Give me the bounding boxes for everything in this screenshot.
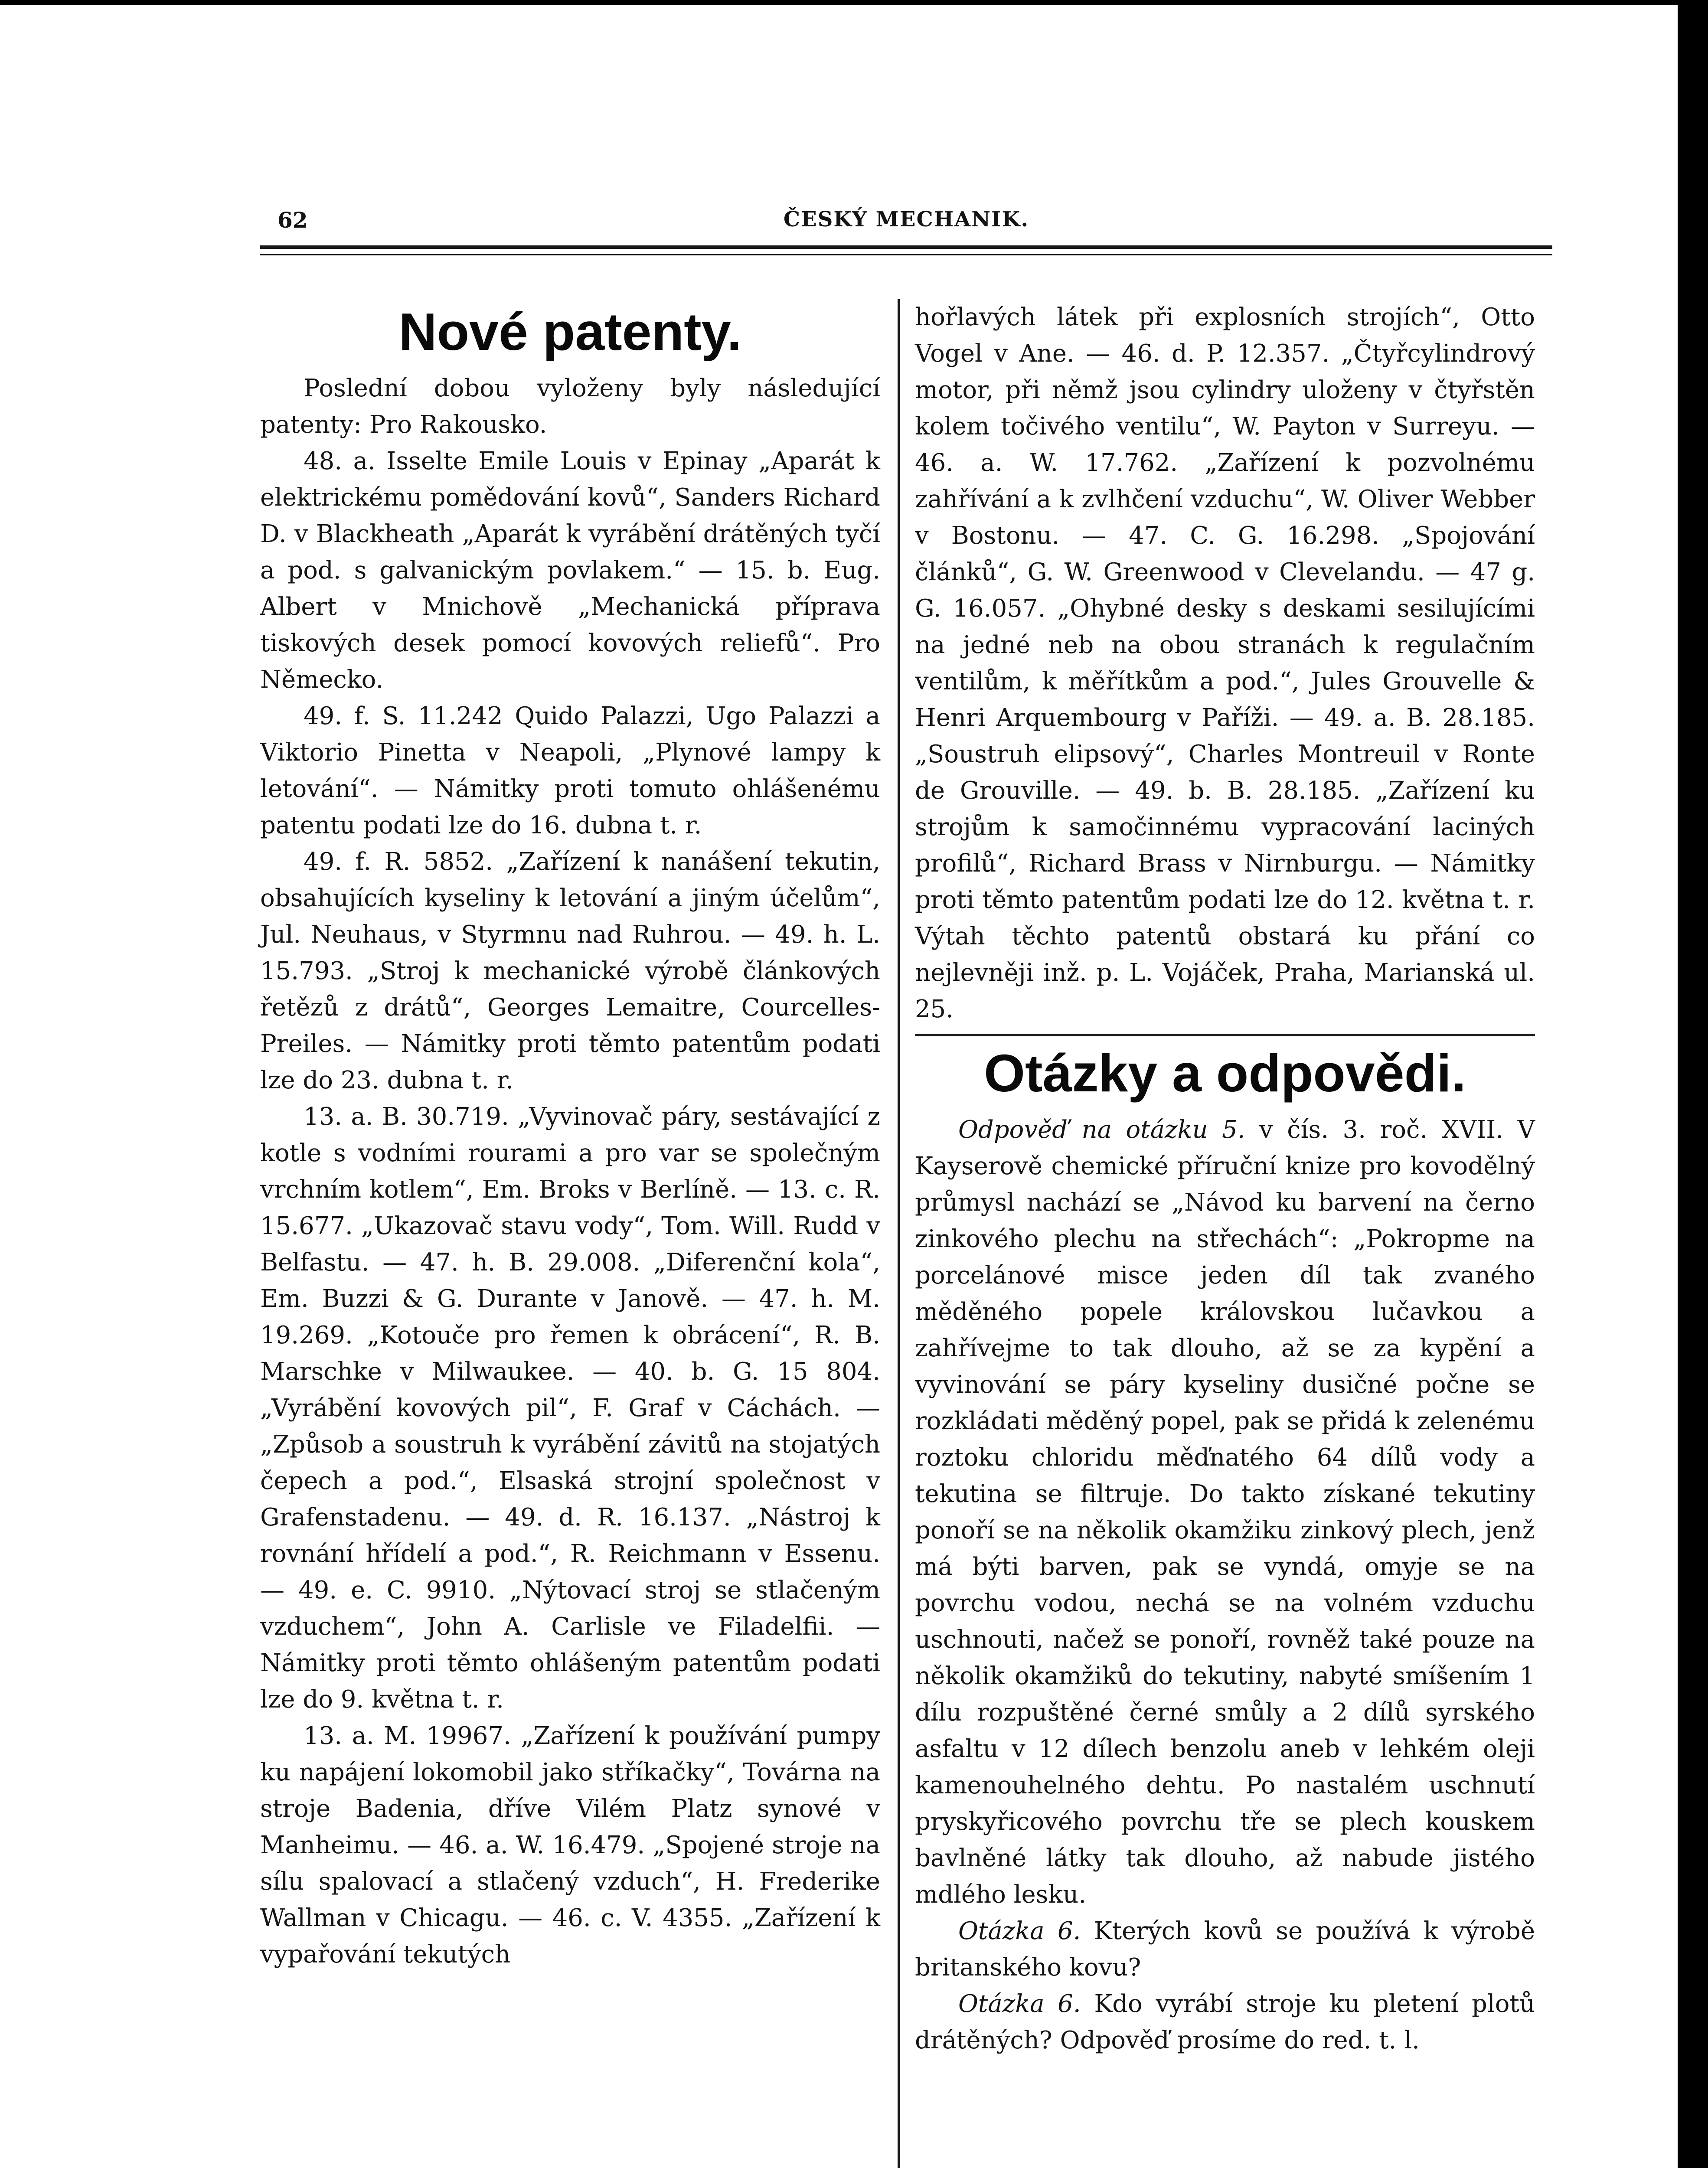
header-rule-thick (260, 245, 1552, 249)
answer-lead: Odpověď na otázku 5. (958, 1116, 1245, 1144)
left-column (260, 299, 880, 1973)
running-title: ČESKÝ MECHANIK. (783, 207, 1029, 232)
page-number: 62 (278, 207, 308, 233)
question-text: Kterých kovů se používá k výrobě britanského kovu? (915, 1917, 1535, 1982)
patents-paragraph: 49. f. S. 11.242 Quido Palazzi, Ugo Palazzi a Viktorio Pinetta v Neapoli, „Plynové lampy k letování“. — Námitky proti tomuto ohlášenému patentu podati lze do 16. dubna t. r. (260, 702, 880, 839)
patents-paragraph: 13. a. B. 30.719. „Vyvinovač páry, sestávající z kotle s vodními rourami a pro var se společným vrchním kotlem“, Em. Broks v Berlíně. — 13. c. R. 15.677. „Ukazovač stavu vody“, Tom. Will. Rudd v Belfastu. — 47. h. B. 29.008. „Diferenční kola“, Em. Buzzi & G. Durante v Janově. — 47. h. M. 19.269. „Kotouče pro řemen k obrácení“, R. B. Marschke v Milwaukee. — 40. b. G. 15 804. „Vyrábění kovových pil“, F. Graf v Cáchách. — „Způsob a soustruh k vyrábění závitů na stojatých čepech a pod.“, Elsaská strojní společnost v Grafenstadenu. — 49. d. R. 16.137. „Nástroj k rovnání hřídelí a pod.“, R. Reichmann v Essenu. — 49. e. C. 9910. „Nýtovací stroj se stlačeným vzduchem“, John A. Carlisle ve Filadelfii. — Námitky proti těmto ohlášeným patentům podati lze do 9. května t. r. (260, 1103, 880, 1714)
scan-edge-top (0, 0, 1708, 5)
question-paragraph (915, 1986, 1535, 2059)
column-divider (898, 299, 900, 2168)
page-header (260, 207, 1552, 238)
scan-edge-right (1678, 0, 1708, 2168)
section-divider (915, 1034, 1535, 1036)
header-rule-thin (260, 254, 1552, 255)
question-lead: Otázka 6. (958, 1990, 1081, 2018)
question-lead: Otázka 6. (958, 1917, 1081, 1945)
patents-intro: Poslední dobou vyloženy byly následující patenty: Pro Rakousko. (260, 374, 880, 439)
patents-paragraph: 49. f. R. 5852. „Zařízení k nanášení tekutin, obsahujících kyseliny k letování a jiným účelům“, Jul. Neuhaus, v Styrmnu nad Ruhrou. — 49. h. L. 15.793. „Stroj k mechanické výrobě článkových řetězů z drátů“, Georges Lemaitre, Courcelles-Preiles. — Námitky proti těmto patentům podati lze do 23. dubna t. r. (260, 848, 880, 1094)
patents-paragraph: 13. a. M. 19967. „Zařízení k používání pumpy ku napájení lokomobil jako stříkačky“, Továrna na stroje Badenia, dříve Vilém Platz synové v Manheimu. — 46. a. W. 16.479. „Spojené stroje na sílu spalovací a stlačený vzduch“, H. Frederike Wallman v Chicagu. — 46. c. V. 4355. „Zařízení k vypařování tekutých (260, 1722, 880, 1969)
answer-paragraph (915, 1112, 1535, 1913)
answer-text: v čís. 3. roč. XVII. V Kayserově chemické příruční knize pro kovodělný průmysl nachází se „Návod ku barvení na černo zinkového plechu na střechách“: „Pokropme na porcelánové misce jeden díl tak zvaného měděného popele královskou lučavkou a zahřívejme to tak dlouho, až se za kypění a vyvinování se páry kyseliny dusičné počne se rozkládati měděný popel, pak se přidá k zelenému roztoku chloridu měďnatého 64 dílů vody a tekutina se filtruje. Do takto získané tekutiny ponoří se na několik okamžiku zinkový plech, jenž má býti barven, pak se vyndá, omyje se na povrchu vodou, nechá se na volném vzduchu uschnouti, načež se ponoří, rovněž také pouze na několik okamžiků do tekutiny, nabyté smíšením 1 dílu rozpuštěné černé smůly a 2 dílů syrského asfaltu v 12 dílech benzolu aneb v lehkém oleji kamenouhelného dehtu. Po nastalém uschnutí pryskyřicového povrchu tře se plech kouskem bavlněné látky tak dlouho, až nabude jistého mdlého lesku. (915, 1116, 1535, 1909)
right-column (915, 299, 1535, 2059)
question-text: Kdo vyrábí stroje ku pletení plotů drátěných? Odpověď prosíme do red. t. l. (915, 1990, 1535, 2054)
patents-paragraph: 48. a. Isselte Emile Louis v Epinay „Aparát k elektrickému pomědování kovů“, Sanders Richard D. v Blackheath „Aparát k vyrábění drátěných tyčí a pod. s galvanickým povlakem.“ — 15. b. Eug. Albert v Mnichově „Mechanická příprava tiskových desek pomocí kovových reliefů“. Pro Německo. (260, 447, 880, 694)
qa-heading: Otázky a odpovědi. (984, 1044, 1466, 1103)
patents-continuation: hořlavých látek při explosních strojích“, Otto Vogel v Ane. — 46. d. P. 12.357. „Čtyřcylindrový motor, při němž jsou cylindry uloženy v čtyřstěn kolem točivého ventilu“, W. Payton v Surreyu. — 46. a. W. 17.762. „Zařízení k pozvolnému zahřívání a k zvlhčení vzduchu“, W. Oliver Webber v Bostonu. — 47. C. G. 16.298. „Spojování článků“, G. W. Greenwood v Clevelandu. — 47 g. G. 16.057. „Ohybné desky s deskami sesilujícími na jedné neb na obou stranách k regulačním ventilům, k měřítkům a pod.“, Jules Grouvelle & Henri Arquembourg v Paříži. — 49. a. B. 28.185. „Soustruh elipsový“, Charles Montreuil v Ronte de Grouville. — 49. b. B. 28.185. „Zařízení ku strojům k samočinnému vypracování laciných profilů“, Richard Brass v Nirnburgu. — Námitky proti těmto patentům podati lze do 12. května t. r. Výtah těchto patentů obstará ku přání co nejlevněji inž. p. L. Vojáček, Praha, Marianská ul. 25. (915, 303, 1535, 1023)
question-paragraph (915, 1913, 1535, 1986)
patents-heading: Nové patenty. (398, 302, 742, 361)
